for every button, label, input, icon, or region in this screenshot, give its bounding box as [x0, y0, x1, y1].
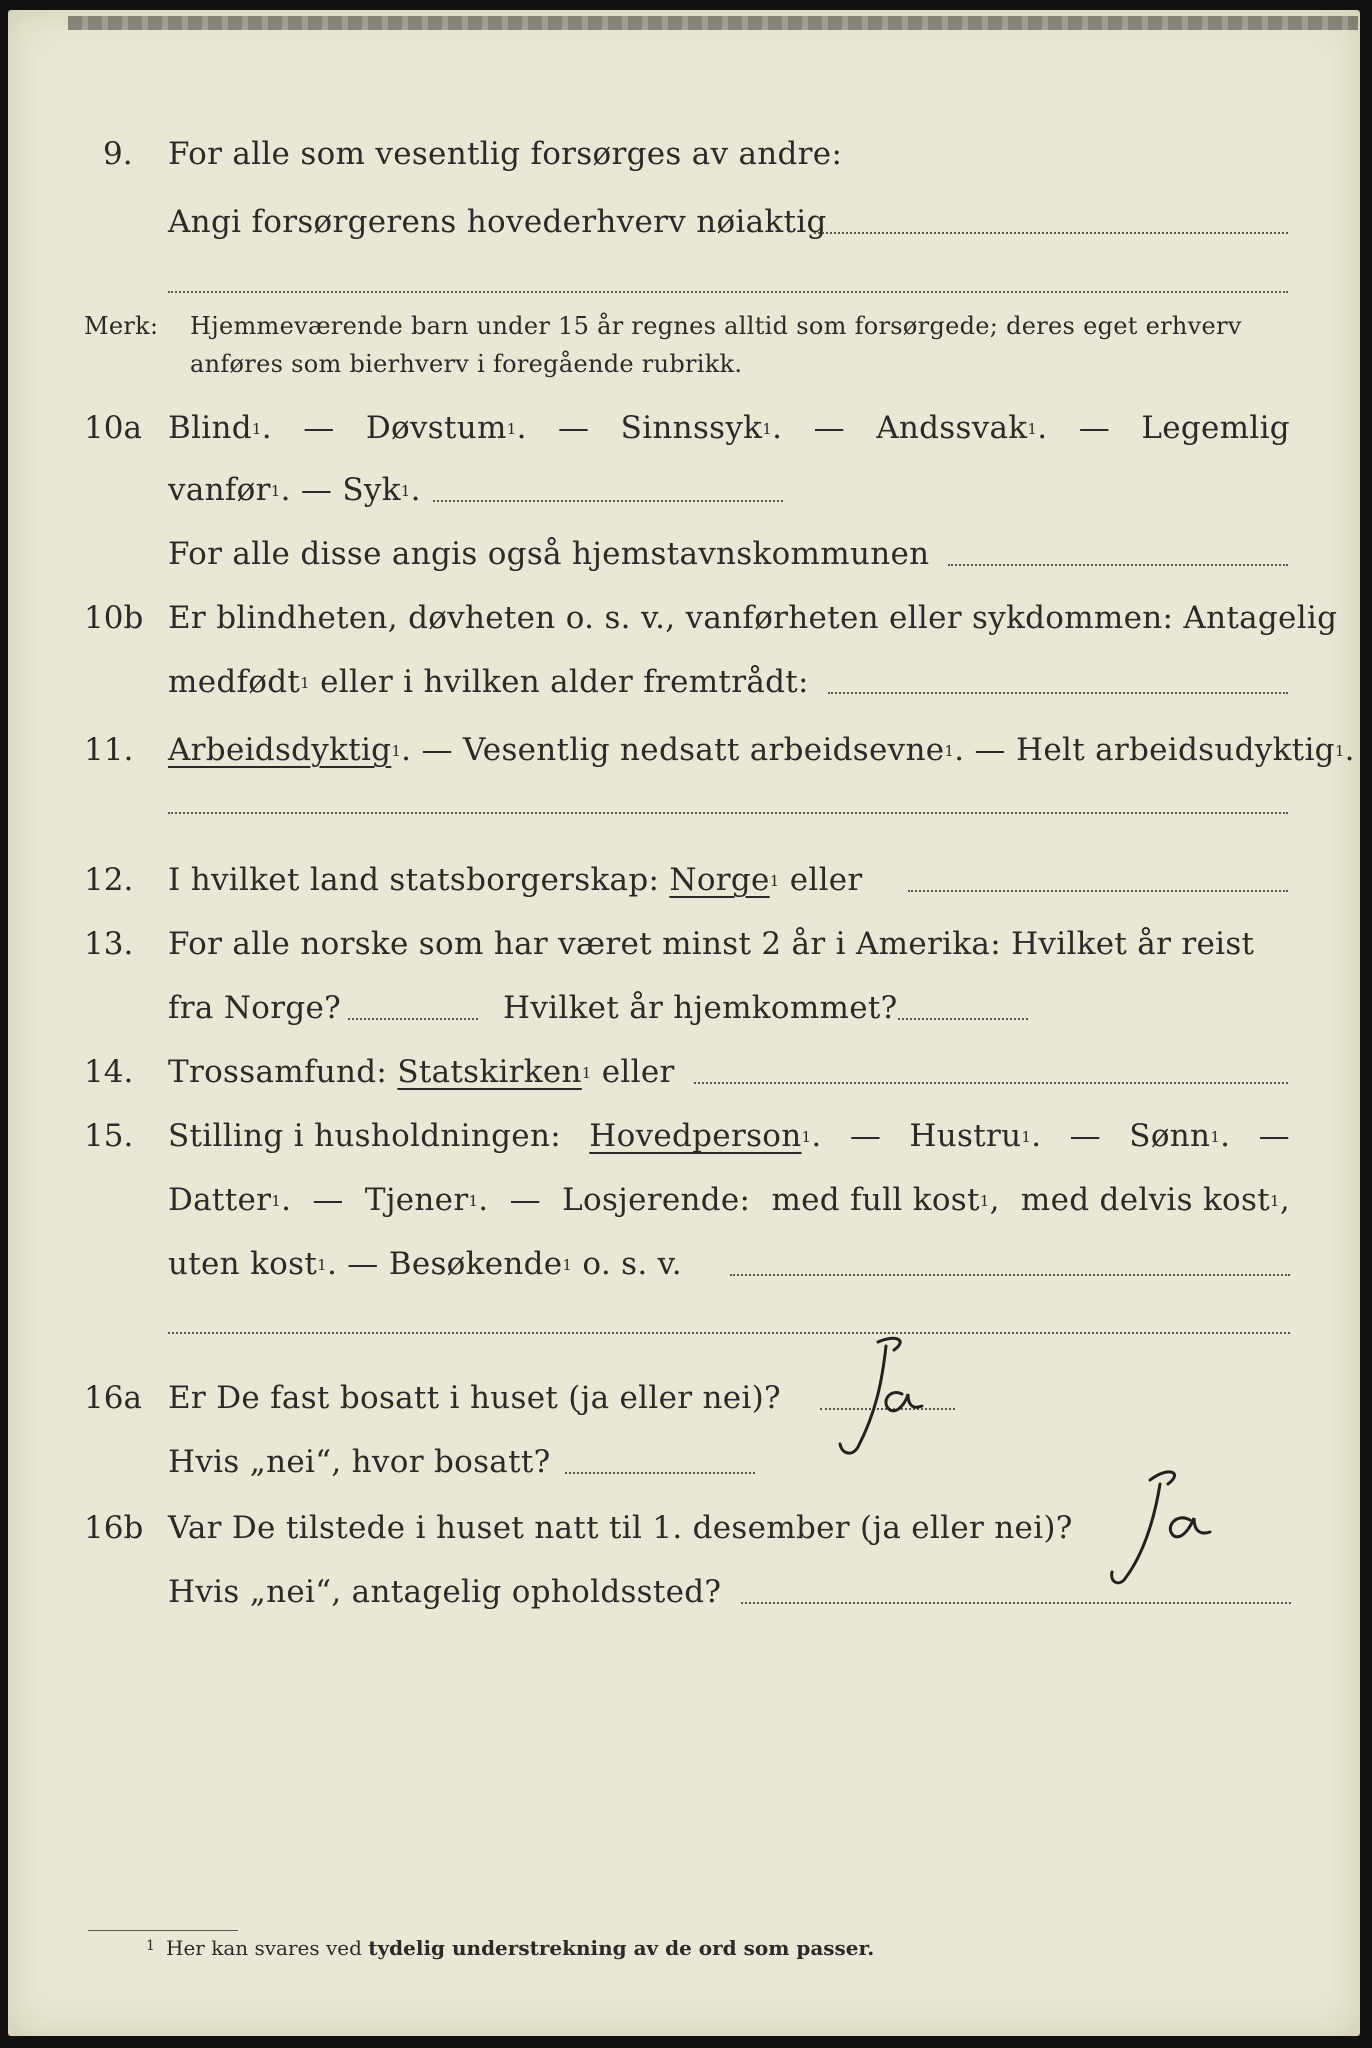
q15-line2: Datter$^1$. — Tjener$^1$. — Losjerende: med full kost$^1$, med delvis kost$^1$, — [168, 1182, 1290, 1218]
option-andssvak: Andssvak$^1$. — [876, 410, 1048, 446]
q13-line2b: Hvilket år hjemkommet? — [503, 990, 898, 1026]
q16b-line2: Hvis „nei“, antagelig opholdssted? — [168, 1574, 722, 1610]
option-hovedperson: Hovedperson — [589, 1118, 802, 1154]
q11-answer-line[interactable] — [168, 812, 1288, 814]
question-number-12: 12. — [84, 862, 134, 898]
footnote-rule — [88, 1930, 238, 1931]
option-arbeidsdyktig: Arbeidsdyktig — [168, 732, 392, 768]
option-norge: Norge — [669, 862, 770, 898]
q12-line: I hvilket land statsborgerskap: Norge$^1$ eller — [168, 862, 863, 898]
merk-label: Merk: — [84, 312, 159, 340]
q9-answer-line-2[interactable] — [168, 291, 1288, 293]
option-sinnssyk: Sinnssyk$^1$. — [620, 410, 783, 446]
question-number-9: 9. — [103, 136, 133, 172]
q15-line1: Stilling i husholdningen: Hovedperson$^1$. — Hustru$^1$. — Sønn$^1$. — — [168, 1118, 1290, 1154]
q13-line1: For alle norske som har været minst 2 år i Amerika: Hvilket år reist — [168, 926, 1255, 962]
option-blind: Blind$^1$. — [168, 410, 272, 446]
q14-answer-line[interactable] — [694, 1082, 1288, 1084]
q10a-line2: vanfør$^1$. — Syk$^1$. — [168, 472, 421, 508]
option-dovstum: Døvstum$^1$. — [365, 410, 527, 446]
question-number-15: 15. — [84, 1118, 134, 1154]
q9-line2: Angi forsørgerens hovederhverv nøiaktig — [168, 204, 827, 240]
q15-line3: uten kost$^1$. — Besøkende$^1$ o. s. v. — [168, 1246, 682, 1282]
footnote-text: Her kan svares ved tydelig understrekning av de ord som passer. — [166, 1936, 875, 1960]
q12-answer-line[interactable] — [908, 890, 1288, 892]
q10a-options: Blind$^1$. — Døvstum$^1$. — Sinnssyk$^1$. — Andssvak$^1$. — Legemlig — [168, 410, 1290, 446]
option-statskirken: Statskirken — [397, 1054, 582, 1090]
q10b-line2: medfødt$^1$ eller i hvilken alder fremtrådt: — [168, 664, 809, 700]
q10b-line1: Er blindheten, døvheten o. s. v., vanførheten eller sykdommen: Antagelig — [168, 600, 1338, 636]
footnote-mark: 1 — [146, 1938, 155, 1954]
q11-line: Arbeidsdyktig$^1$. — Vesentlig nedsatt arbeidsevne$^1$. — Helt arbeidsudyktig$^1$. — [168, 732, 1355, 768]
q16b-line1: Var De tilstede i huset natt til 1. desember (ja eller nei)? — [168, 1510, 1073, 1546]
q9-line1: For alle som vesentlig forsørges av andre: — [168, 136, 843, 172]
q14-line: Trossamfund: Statskirken$^1$ eller — [168, 1054, 675, 1090]
scan-edge-bar — [68, 16, 1358, 30]
q16a-line2: Hvis „nei“, hvor bosatt? — [168, 1444, 551, 1480]
q15-answer-line[interactable] — [730, 1274, 1290, 1276]
q16a-line1: Er De fast bosatt i huset (ja eller nei)? — [168, 1380, 781, 1416]
q13-line2a: fra Norge? — [168, 990, 342, 1026]
q13-reist-line[interactable] — [348, 1018, 478, 1020]
q9-answer-line[interactable] — [814, 232, 1288, 234]
q15-answer-line-2[interactable] — [168, 1332, 1290, 1334]
question-number-16a: 16a — [84, 1380, 142, 1416]
q10b-answer-line[interactable] — [828, 692, 1288, 694]
q10a-answer-line[interactable] — [433, 500, 783, 502]
handwritten-answer-16b — [1094, 1462, 1254, 1592]
merk-line2: anføres som bierhverv i foregående rubrikk. — [190, 350, 743, 378]
q10a-line3: For alle disse angis også hjemstavnskommunen — [168, 536, 930, 572]
question-number-16b: 16b — [84, 1510, 144, 1546]
handwritten-answer-16a — [816, 1332, 966, 1462]
form-page — [8, 10, 1360, 2036]
option-legemlig: Legemlig — [1141, 410, 1290, 446]
question-number-10b: 10b — [84, 600, 144, 636]
question-number-11: 11. — [84, 732, 134, 768]
q10a-kommune-line[interactable] — [948, 564, 1288, 566]
q13-hjemkommet-line[interactable] — [898, 1018, 1028, 1020]
question-number-14: 14. — [84, 1054, 134, 1090]
q16a-bosatt-line[interactable] — [565, 1472, 755, 1474]
merk-line1: Hjemmeværende barn under 15 år regnes alltid som forsørgede; deres eget erhverv — [190, 312, 1242, 340]
question-number-13: 13. — [84, 926, 134, 962]
q16b-opholdssted-line[interactable] — [741, 1602, 1291, 1604]
question-number-10a: 10a — [84, 410, 142, 446]
